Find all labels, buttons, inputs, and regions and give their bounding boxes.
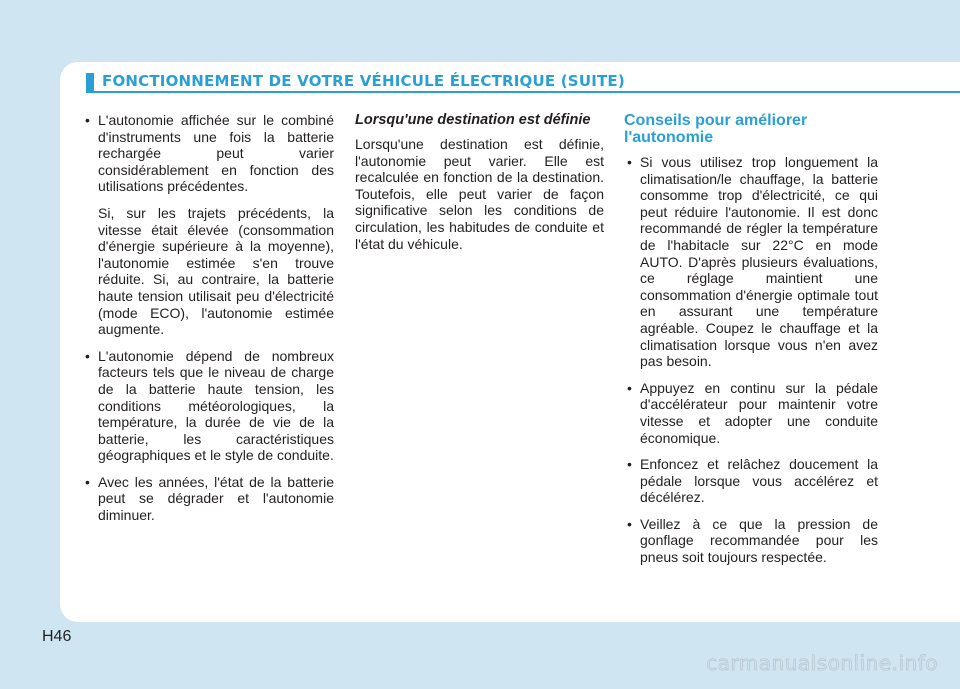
list-item-text: Appuyez en continu sur la pédale d'accélérateur pour maintenir votre vitesse et adopter une conduite économique. (640, 379, 878, 446)
list-item (82, 348, 334, 464)
bullet-icon: • (627, 456, 632, 473)
body-paragraph: Lorsqu'une destination est définie, l'autonomie peut varier. Elle est recalculée en fonction de la destination. Toutefois, elle peut varier de façon significative selon les conditions de circulation, les habitudes de conduite et l'état du véhicule. (355, 136, 604, 252)
section-title: FONCTIONNEMENT DE VOTRE VÉHICULE ÉLECTRIQUE (SUITE) (102, 72, 625, 90)
bullet-icon: • (85, 473, 90, 490)
list-item (82, 474, 334, 524)
list-item (82, 112, 334, 195)
list-item (624, 516, 878, 566)
list-item (624, 456, 878, 506)
list-item-detail: Si, sur les trajets précédents, la vitesse était élevée (consommation d'énergie supérieure à la moyenne), l'autonomie estimée s'en trouve réduite. Si, au contraire, la batterie haute tension utilisait peu d'électricité (mode ECO), l'autonomie estimée augmente. (98, 204, 334, 338)
bullet-icon: • (627, 154, 632, 170)
list-item (624, 154, 878, 370)
bullet-icon: • (85, 112, 90, 128)
column-left (82, 112, 334, 534)
tips-heading: Conseils pour améliorer l'autonomie (624, 112, 808, 146)
column-right (624, 112, 878, 576)
bullet-icon: • (627, 515, 632, 532)
list-item-text: L'autonomie dépend de nombreux facteurs tels que le niveau de charge de la batterie haute tension, les conditions météorologiques, la température, la durée de vie de la batterie, les caractéristiques géographiques et le style de conduite. (98, 347, 334, 464)
list-item-text: Enfoncez et relâchez doucement la pédale lorsque vous accélérez et décélérez. (640, 456, 878, 506)
bullet-icon: • (627, 379, 632, 396)
list-item-text: Avec les années, l'état de la batterie peut se dégrader et l'autonomie diminuer. (98, 473, 334, 524)
page-number: H46 (42, 628, 72, 645)
header-divider (94, 91, 960, 93)
bullet-icon: • (85, 347, 90, 364)
column-middle (355, 112, 604, 252)
list-item-text: Si vous utilisez trop longuement la climatisation/le chauffage, la batterie consomme trop d'électricité, ce qui peut réduire l'autonomie. Il est donc recommandé de régler la température de l'habitacle sur 22°C en mode AUTO. D'après plusieurs évaluations, ce réglage maintient une consommation d'énergie optimale tout en assurant une température agréable. Coupez le chauffage et la climatisation lorsque vous n'en avez pas besoin. (640, 154, 878, 370)
header-accent-bar (86, 73, 94, 93)
watermark: carmanualsonline.info (706, 651, 938, 675)
list-item-text: L'autonomie affichée sur le combiné d'instruments une fois la batterie rechargée peut varier considérablement en fonction des utilisations précédentes. (98, 112, 334, 195)
list-item-text: Veillez à ce que la pression de gonflage recommandée pour les pneus soit toujours respectée. (640, 515, 878, 566)
subsection-heading: Lorsqu'une destination est définie (355, 112, 591, 128)
list-item (624, 380, 878, 446)
